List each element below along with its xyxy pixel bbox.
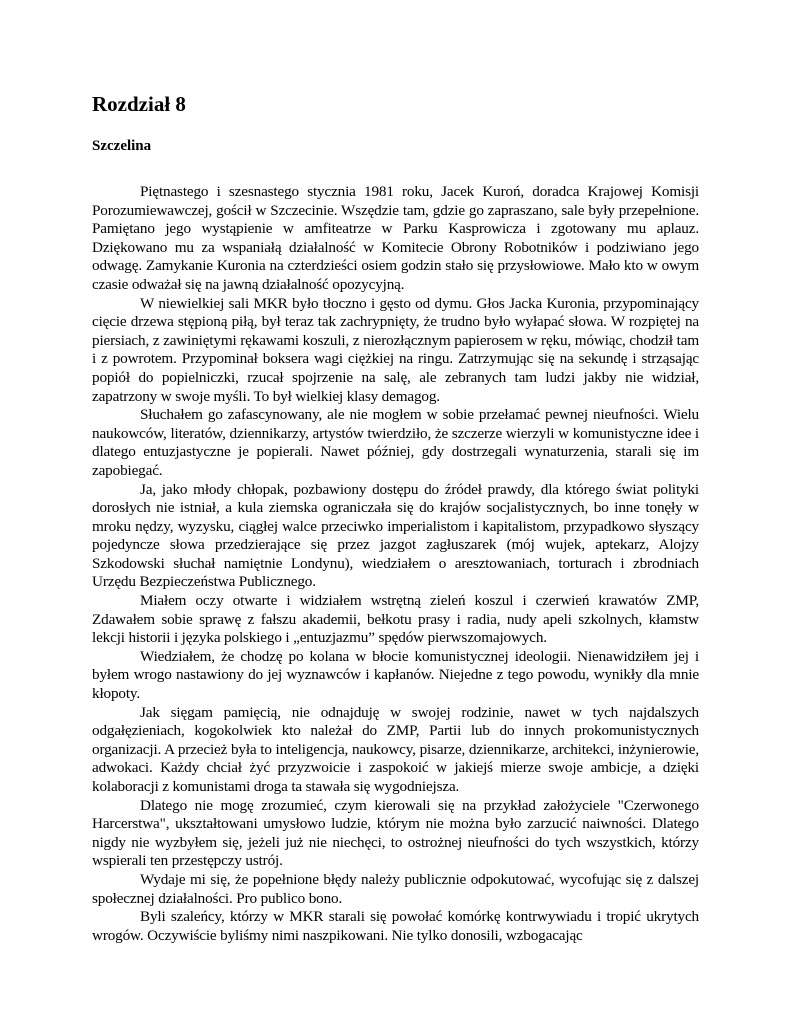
chapter-title: Rozdział 8 bbox=[92, 92, 186, 116]
paragraph: Wiedziałem, że chodzę po kolana w błocie komunistycznej ideologii. Nienawidziłem jej i byłem wrogo nastawiony do jej wyznawców i kapłanów. Niejedne z tego powodu, wynikły dla mnie kłopoty. bbox=[92, 647, 699, 703]
paragraph: Słuchałem go zafascynowany, ale nie mogłem w sobie przełamać pewnej nieufności. Wielu naukowców, literatów, dziennikarzy, artystów twierdziło, że szczerze wierzyli w komunistyczne idee i dlatego entuzjastyczne je popierali. Nawet później, gdy dostrzegali wynaturzenia, starali się im zapobiegać. bbox=[92, 406, 699, 479]
paragraph: Piętnastego i szesnastego stycznia 1981 roku, Jacek Kuroń, doradca Krajowej Komisji Porozumiewawczej, gościł w Szczecinie. Wszędzie tam, gdzie go zapraszano, sale były przepełnione. Pamiętano jego wystąpienie w amfiteatrze w Parku Kasprowicza i zgotowany mu aplauz. Dziękowano mu za wspaniałą działalność w Komitecie Obrony Robotników i podziwiano jego odwagę. Zamykanie Kuronia na czterdzieści osiem godzin stało się przysłowiowe. Mało kto w owym czasie odważał się na jawną działalność opozycyjną. bbox=[92, 183, 699, 293]
paragraph: W niewielkiej sali MKR było tłoczno i gęsto od dymu. Głos Jacka Kuronia, przypominający cięcie drzewa stępioną piłą, był teraz tak zachrypnięty, że trudno było wyłapać słowa. W rozpiętej na piersiach, z zawiniętymi rękawami koszuli, z nierozłącznym papierosem w ręku, mówiąc, chodził tam i z powrotem. Przypominał boksera wagi ciężkiej na ringu. Zatrzymując się na sekundę i strząsając popiół do popielniczki, rzucał spojrzenie na salę, ale zebranych tam ludzi jakby nie widział, zapatrzony w swoje myśli. To był wielkiej klasy demagog. bbox=[92, 294, 699, 405]
paragraph: Byli szaleńcy, którzy w MKR starali się powołać komórkę kontrwywiadu i tropić ukrytych wrogów. Oczywiście byliśmy nimi naszpikowani. Nie tylko donosili, wzbogacając bbox=[92, 908, 699, 944]
paragraph: Miałem oczy otwarte i widziałem wstrętną zieleń koszul i czerwień krawatów ZMP, Zdawałem sobie sprawę z fałszu akademii, bełkotu prasy i radia, nudy apeli szkolnych, kłamstw lekcji historii i języka polskiego i „entuzjazmu” spędów pierwszomajowych. bbox=[92, 592, 699, 647]
paragraph: Jak sięgam pamięcią, nie odnajduję w swojej rodzinie, nawet w tych najdalszych odgałęzieniach, kogokolwiek kto należał do ZMP, Partii lub do innych prokomunistycznych organizacji. A przecież była to inteligencja, naukowcy, pisarze, dziennikarze, architekci, inżynierowie, adwokaci. Każdy chciał żyć przyzwoicie i zaspokoić w jakiejś mierze swoje ambicje, a dzięki kolaboracji z komunistami droga ta stawała się wygodniejsza. bbox=[92, 703, 699, 795]
document-page bbox=[92, 88, 699, 945]
section-title: Szczelina bbox=[92, 138, 152, 154]
body-text bbox=[92, 183, 699, 945]
paragraph: Dlatego nie mogę zrozumieć, czym kierowali się na przykład założyciele "Czerwonego Harcerstwa", ukształtowani umysłowo ludzie, którym nie można było zarzucić naiwności. Dlatego nigdy nie wyzbyłem się, jeżeli już nie niechęci, to ostrożnej nieufności do tych wszystkich, którzy wspierali ten przestępczy ustrój. bbox=[92, 796, 699, 870]
paragraph: Ja, jako młody chłopak, pozbawiony dostępu do źródeł prawdy, dla którego świat polityki dorosłych nie istniał, a kula ziemska ograniczała się do krajów socjalistycznych, bo inne tonęły w mroku nędzy, wyzysku, ciągłej walce przeciwko imperialistom i kapitalistom, przypadkowo słyszący pojedyncze słowa przedzierające się przez jazgot zagłuszarek (mój wujek, aptekarz, Alojzy Szkodowski słuchał namiętnie Londynu), wiedziałem o aresztowaniach, torturach i zbrodniach Urzędu Bezpieczeństwa Publicznego. bbox=[92, 480, 699, 591]
paragraph: Wydaje mi się, że popełnione błędy należy publicznie odpokutować, wycofując się z dalszej społecznej działalności. Pro publico bono. bbox=[92, 870, 699, 907]
